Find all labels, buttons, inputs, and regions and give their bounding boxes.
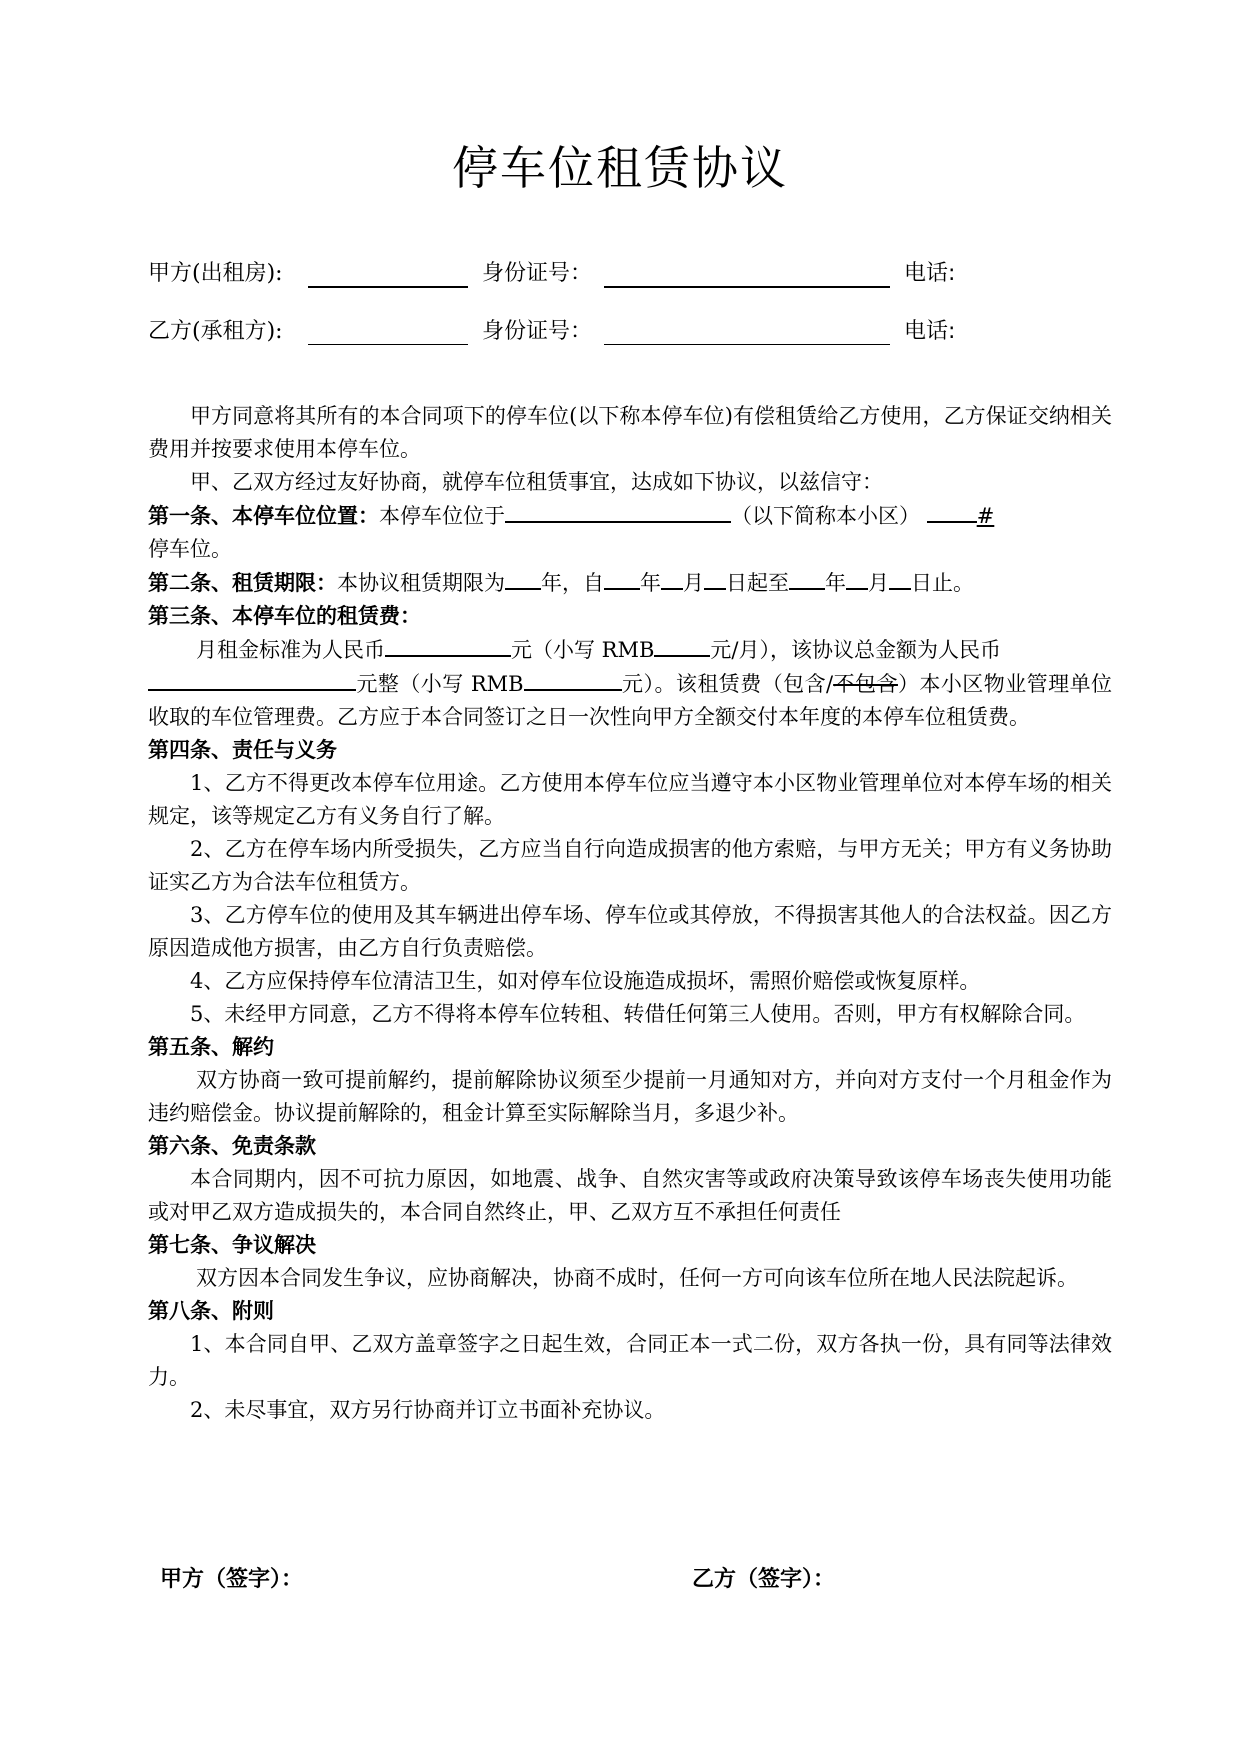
total-amount-blank (148, 667, 356, 691)
article-7-text: 双方因本合同发生争议，应协商解决，协商不成时，任何一方可向该车位所在地人民法院起诉。 (196, 1266, 1078, 1290)
article-5-text: 双方协商一致可提前解约，提前解除协议须至少提前一月通知对方，并向对方支付一个月租金作为违约赔偿金。协议提前解除的，租金计算至实际解除当月，多退少补。 (148, 1068, 1112, 1125)
article-8-item: 2、未尽事宜，双方另行协商并订立书面补充协议。 (190, 1398, 666, 1422)
article-heading: 第八条、附则 (148, 1299, 274, 1323)
start-month-blank (661, 566, 683, 590)
article-heading: 第三条、本停车位的租赁费： (148, 604, 421, 628)
party-a-label: 甲方(出租房): (148, 261, 283, 286)
party-a-signature: 甲方（签字）： (160, 1567, 304, 1592)
party-a-name-blank (308, 286, 468, 288)
monthly-rent-rmb-blank (654, 633, 710, 657)
struck-option: 不包含 (833, 672, 898, 696)
intro-paragraph: 甲方同意将其所有的本合同项下的停车位(以下称本停车位)有偿租赁给乙方使用，乙方保证交纳相关费用并按要求使用本停车位。 (148, 404, 1112, 461)
space-number-blank (927, 499, 977, 523)
document-title: 停车位租赁协议 (452, 141, 788, 195)
article-4-item: 2、乙方在停车场内所受损失，乙方应当自行向造成损害的他方索赔，与甲方无关；甲方有义务协助证实乙方为合法车位租赁方。 (148, 837, 1112, 894)
signature-row (160, 1560, 1060, 1600)
article-3-rent: 月租金标准为人民币 元（小写 RMB 元/月），该协议总金额为人民币 元整（小写 RMB 元）。该租赁费（包含/不包含）本小区物业管理单位收取的车位管理费。乙方应于本合同签订之日一次性向甲方全额交付本年度的本停车位租赁费。 (148, 633, 1112, 734)
article-4-item: 3、乙方停车位的使用及其车辆进出停车场、停车位或其停放，不得损害其他人的合法权益。因乙方原因造成他方损害，由乙方自行负责赔偿。 (148, 903, 1112, 960)
article-4-item: 1、乙方不得更改本停车位用途。乙方使用本停车位应当遵守本小区物业管理单位对本停车场的相关规定，该等规定乙方有义务自行了解。 (148, 771, 1112, 828)
article-1: 第一条、本停车位位置：本停车位位于 （以下简称本小区） # 停车位。 (148, 499, 1112, 566)
intro-paragraph: 甲、乙双方经过友好协商，就停车位租赁事宜，达成如下协议，以兹信守： (190, 470, 883, 494)
article-heading: 第四条、责任与义务 (148, 738, 337, 762)
party-a-row (148, 256, 1108, 292)
article-2: 第二条、租赁期限：本协议租赁期限为 年，自 年 月 日起至 年 月 日止。 (148, 566, 1112, 600)
party-b-id-blank (604, 344, 890, 345)
party-b-signature: 乙方（签字）： (692, 1567, 836, 1592)
end-day-blank (889, 566, 911, 590)
party-b-phone-label: 电话: (904, 319, 956, 344)
article-heading: 第一条、本停车位位置： (148, 504, 379, 528)
article-6-text: 本合同期内，因不可抗力原因，如地震、战争、自然灾害等或政府决策导致该停车场丧失使用功能或对甲乙双方造成损失的，本合同自然终止，甲、乙双方互不承担任何责任 (148, 1167, 1112, 1224)
party-a-id-label: 身份证号： (482, 261, 593, 286)
party-b-row (148, 314, 1108, 350)
article-4-item: 4、乙方应保持停车位清洁卫生，如对停车位设施造成损坏，需照价赔偿或恢复原样。 (190, 969, 981, 993)
total-amount-rmb-blank (524, 667, 622, 691)
party-b-name-blank (308, 344, 468, 345)
end-month-blank (846, 566, 868, 590)
article-8-item: 1、本合同自甲、乙双方盖章签字之日起生效，合同正本一式二份，双方各执一份，具有同等法律效力。 (148, 1332, 1112, 1389)
party-a-phone-label: 电话: (904, 261, 956, 286)
article-heading: 第七条、争议解决 (148, 1233, 316, 1257)
article-4-item: 5、未经甲方同意，乙方不得将本停车位转租、转借任何第三人使用。否则，甲方有权解除合同。 (190, 1002, 1086, 1026)
term-years-blank (505, 566, 541, 590)
start-year-blank (604, 566, 640, 590)
party-b-label: 乙方(承租方): (148, 319, 283, 344)
article-heading: 第六条、免责条款 (148, 1134, 316, 1158)
monthly-rent-blank (385, 633, 511, 657)
contract-body (148, 400, 1112, 1427)
party-b-id-label: 身份证号： (482, 319, 593, 344)
article-heading: 第五条、解约 (148, 1035, 274, 1059)
location-blank (505, 499, 731, 523)
end-year-blank (789, 566, 825, 590)
article-heading: 第二条、租赁期限： (148, 571, 337, 595)
party-a-id-blank (604, 286, 890, 288)
start-day-blank (704, 566, 726, 590)
